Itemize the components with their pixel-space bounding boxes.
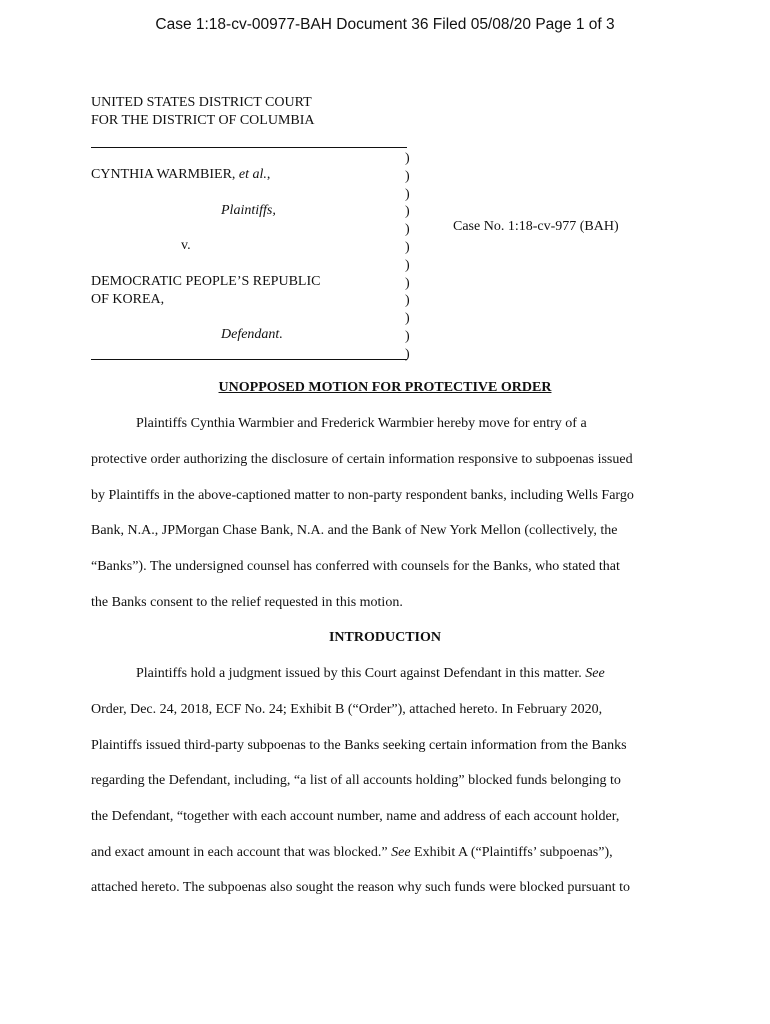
case-header: Case 1:18-cv-00977-BAH Document 36 Filed 05/08/20 Page 1 of 3 [155,16,615,33]
caption-bottom-rule [91,359,407,360]
caption-paren: ) [405,311,410,327]
caption-paren: ) [405,239,410,255]
section-heading: INTRODUCTION [328,630,441,645]
paragraph-line: regarding the Defendant, including, “a list of all accounts holding” blocked funds belonging to [91,773,621,788]
plaintiff-name: CYNTHIA WARMBIER, et al., [91,167,271,182]
paragraph-line: by Plaintiffs in the above-captioned matter to non-party respondent banks, including Wells Fargo [91,488,634,503]
caption-paren: ) [405,328,410,344]
caption-top-rule [91,147,407,148]
paragraph-line: “Banks”). The undersigned counsel has conferred with counsels for the Banks, who stated that [91,559,620,574]
caption-paren: ) [405,186,410,202]
caption-paren-column [405,150,419,364]
paragraph-line: the Banks consent to the relief requested in this motion. [91,595,403,610]
caption-paren: ) [405,346,410,362]
paragraph-line: attached hereto. The subpoenas also sought the reason why such funds were blocked pursuant to [91,880,630,895]
paragraph-line: Plaintiffs issued third-party subpoenas to the Banks seeking certain information from the Banks [91,738,627,753]
caption-paren: ) [405,257,410,273]
case-number: Case No. 1:18-cv-977 (BAH) [453,219,619,234]
court-name-line1: UNITED STATES DISTRICT COURT [91,95,312,110]
defendant-name-line2: OF KOREA, [91,292,165,307]
motion-title: UNOPPOSED MOTION FOR PROTECTIVE ORDER [218,380,552,395]
court-name-line2: FOR THE DISTRICT OF COLUMBIA [91,113,315,128]
caption-paren: ) [405,275,410,291]
caption-paren: ) [405,151,410,166]
caption-paren: ) [405,293,410,309]
caption-paren: ) [405,204,410,220]
paragraph-line: and exact amount in each account that was blocked.” See Exhibit A (“Plaintiffs’ subpoenas”), [91,845,613,860]
paragraph-line: Plaintiffs Cynthia Warmbier and Frederick Warmbier hereby move for entry of a [136,416,587,431]
paragraph-line: Bank, N.A., JPMorgan Chase Bank, N.A. and the Bank of New York Mellon (collectively, the [91,523,618,538]
paragraph-line: Order, Dec. 24, 2018, ECF No. 24; Exhibit B (“Order”), attached hereto. In February 2020, [91,702,603,717]
plaintiff-role: Plaintiffs, [221,203,276,218]
caption-paren: ) [405,168,410,184]
caption-paren: ) [405,222,410,238]
defendant-name-line1: DEMOCRATIC PEOPLE’S REPUBLIC [91,274,321,289]
paragraph-line: protective order authorizing the disclosure of certain information responsive to subpoenas issued [91,452,633,467]
defendant-role: Defendant. [221,327,283,342]
paragraph-line: Plaintiffs hold a judgment issued by this Court against Defendant in this matter. See [136,666,605,681]
paragraph-line: the Defendant, “together with each account number, name and address of each account holder, [91,809,620,824]
versus: v. [181,238,191,253]
